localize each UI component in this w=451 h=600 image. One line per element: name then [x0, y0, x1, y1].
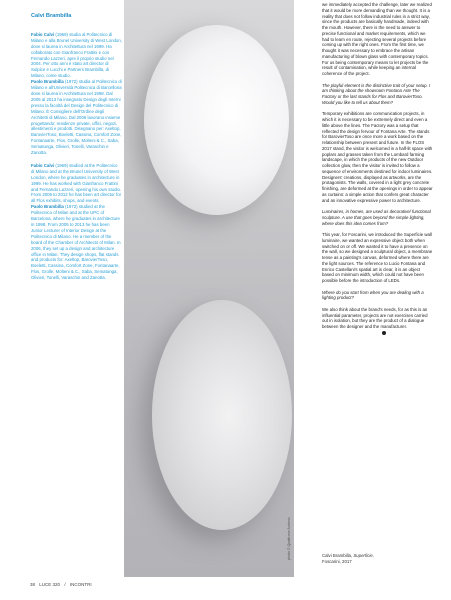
photo-caption: [322, 553, 433, 565]
bio-en-calvi: [31, 163, 122, 204]
caption-author: Calvi Brambilla,: [322, 553, 354, 558]
magazine-name: LUCE 320: [39, 582, 61, 587]
article-column: [322, 2, 433, 341]
page-footer: [30, 582, 95, 587]
photo-credit: photo © Quattrone Antonio: [287, 517, 291, 560]
bio-name: Fabio Calvi: [31, 31, 55, 37]
article-paragraph: [322, 307, 433, 336]
page-number: 38: [30, 582, 36, 587]
wall-lamp-bottom: [152, 300, 292, 530]
product-photo: [124, 0, 294, 577]
wall-lamp-top: [144, 25, 289, 215]
bio-name: Fabio Calvi: [31, 162, 55, 168]
caption-product: Superficie,: [353, 553, 374, 558]
paragraph-text: We also think about the brand's needs, for as this is an influential parameter, projects are not exercises carried out in isolation, but they are the product of a dialogue between the designer and the manufacturer.: [322, 306, 428, 329]
interview-question: The playful element is the distinctive trait of your setup. I am thinking about the showroom Fontana Arte The Factory or the last stands for Flos and BarovierToso. Would you like to tell us about them?: [322, 82, 431, 105]
bio-name: Paolo Brambilla: [31, 79, 64, 85]
bio-text: (1969) studied at the Politecnico di Milano and at the Brunel University of West London, where he graduates in architecture in 1999. He has worked with Gianfranco Frattini and Fernando Lazzeri, opening his own studio. From 2005 to 2012 he has been art director for all Flos exhibits, shops, and events.: [31, 162, 122, 204]
bio-it-calvi: [31, 32, 122, 79]
footer-separator: /: [64, 582, 66, 587]
caption-brand: Foscarini, 2017: [322, 558, 352, 564]
interview-question: Where do you start from when you are dealing with a lighting product?: [322, 289, 424, 301]
article-paragraph: we immediately accepted the challenge, later we realized that it would be more demanding than we thought. It is a reality that does not follow industrial rules in a strict way, since the products are basically handmade, indeed with the mouth. However, there is the need to answer to precise functional and market requirements, which we had to learn en route, rejecting several projects before coming up with the right ones. From the first time, we thought it was necessary to embrace the artisan manufacturing of blown glass with contemporary topics. For us being contemporary means to let projects be the result of contamination, while keeping an internal coherence of the project.: [322, 2, 432, 76]
bio-name: Paolo Brambilla: [31, 204, 64, 210]
bio-it-brambilla: [31, 79, 122, 156]
bio-text: (1972) studia al Politecnico di Milano e all'Università Politecnica di Barcellona dove si laurea in Architettura nel 1998. Dal 2005 al 2013 ha insegnato Design degli Interni presso la facoltà del Design del Politecnico di Milano. È Consigliere dell'Ordine degli Architetti di Milano. Dal 2006 lavorano insieme progettando: residenze private, uffici, negozi, allestimenti e prodotti. Disegnano per: Axeltop, BarovierToso, Boeletti, Cassina, Comfort Zone, Fontanaarte, Flos, Grolle, Molteni & C., Saba, Sematunga, Olivieri, Tonelli, Varaschin e Zanotta.: [31, 79, 122, 156]
article-paragraph: Temporary exhibitions are communication projects, in which it is necessary to be extremely direct and even a little above the lines. The Factory was a setup that reflected the design fervour of Fontana Arte. The stands for BarovierToso are once more a work based on the relationship between present and future. In the FLOS 2017 stand, the visitor is welcomed in a half-lit space with poplars and grasses taken from the Lombard farming landscape, in which the products of the new Outdoor collection glow, then the visitor is invited to follow a sequence of environments destined for indoor luminaires. Designers' creations, displayed as artworks, are the protagonists. The walls, covered in a light grey concrete finishing, are deformed at the openings in order to appear as curtains: a simple action that confers great character and an innovative expressive power to architecture.: [322, 111, 433, 203]
author-sidebar: [31, 14, 122, 281]
bio-text: (1972) studied at the Politecnico of Milan and at the UPC of Barcelona, where he graduates in architecture in 1998. From 2005 to 2013 he has been Junior Lecturer of Interior Design at the Politecnico di Milano. He a member of the board of the Chamber of Architects of Milan. In 2006, they set up a design and architecture office in Milan. They design shops, flat stands and products for: Axeltop, BarovierToso, Boeletti, Cassina, Comfort Zone, Fontanaarte, Flos, Grolle, Molteni & C., Saba, Sematunga, Olivieri, Tonelli, Varaschin and Zanotta.: [31, 204, 121, 281]
interview-question: Luminaires, in homes, are used as decorative/ functional sculpture. A use that goes beyond the simple lighting, where does this idea comes from?: [322, 209, 431, 226]
bio-text: (1969) studia al Politecnico di Milano e alla Brunel University di West London, dove si laurea in Architettura nel 1999. Ha collaborato con Gianfranco Frattini e con Fernando Lazzeri, apre il proprio studio nel 2004. Per otto anni è stato art director di Sulpice e Lucchi e Partners Brambilla, di Milano, come studio.: [31, 31, 122, 79]
sidebar-title: Calvi Brambilla: [31, 13, 72, 19]
bio-en-brambilla: [31, 204, 122, 281]
article-paragraph: This year, for Foscarini, we introduced the Superficie wall luminaire, we wanted an expressive object both when switched on or off. We wanted it to have a presence on the wall, so we designed a sculptural object, a membrane tense as a painting's canvas, deformed where there are the light sources. The reference to Lucio Fontana and Enrico Castellani's spatial art is clear, it is an object based on minimum width, which could not have been possible before the introduction of LEDs.: [322, 232, 433, 283]
end-of-article-icon: [382, 331, 386, 335]
section-name: INCONTRI: [69, 582, 92, 587]
